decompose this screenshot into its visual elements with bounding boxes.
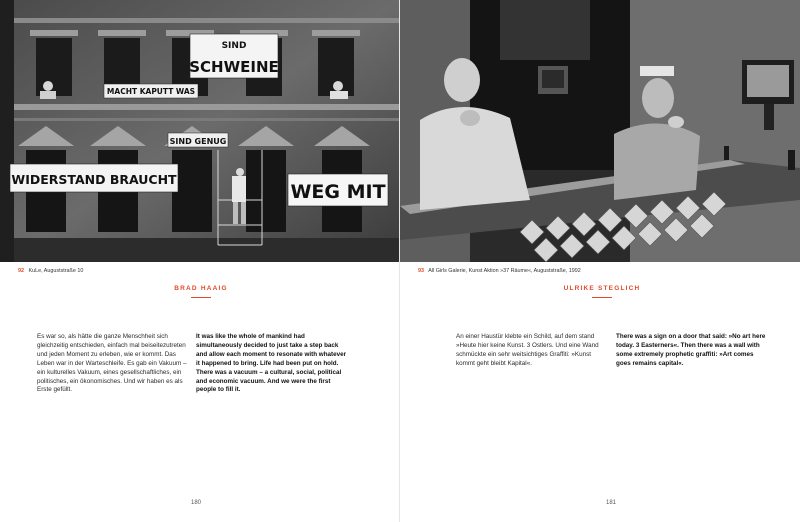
bar-image <box>400 0 800 262</box>
page-number: 181 <box>606 500 617 506</box>
english-text-column: It was like the whole of mankind had simultaneously decided to just take a step back and allow each moment to resonate with whatever it happened to bring. Life had been put on hold. There was a vacuum – a cultural, social, political and economic vacuum. And we were the first people to fill it. <box>196 333 347 394</box>
banner-weg-mit <box>288 174 388 206</box>
caption-number: 93 <box>418 268 424 274</box>
caption-text: All Girls Galerie, Kunst Aktion »37 Räume«, Auguststraße, 1992 <box>428 268 581 274</box>
photo-caption <box>418 268 581 274</box>
author-name <box>563 285 641 298</box>
author-rule <box>191 297 211 298</box>
author-name <box>166 285 236 298</box>
building-banners-photo <box>0 0 400 262</box>
svg-text:SIND GENUG: SIND GENUG <box>169 137 227 146</box>
facade-image <box>0 0 400 262</box>
banner-sind-schweine <box>189 34 279 78</box>
photo-caption <box>18 268 83 274</box>
caption-number: 92 <box>18 268 24 274</box>
banner-macht-kaputt <box>104 84 198 98</box>
svg-text:SCHWEINE: SCHWEINE <box>189 58 279 76</box>
author-label: ULRIKE STEGLICH <box>563 285 641 292</box>
caption-text: KuLe, Auguststraße 10 <box>28 268 84 274</box>
banner-sind-genug <box>168 133 228 147</box>
page-number: 180 <box>191 500 202 506</box>
german-text-column: An einer Haustür klebte ein Schild, auf dem stand »Heute hier keine Kunst. 3 Ostlers. Und eine Wand schmückte ein sehr weitsichtiges Graffiti: »Kunst kommt geht bleibt Kapital«. <box>456 333 599 367</box>
svg-text:SIND: SIND <box>221 41 247 51</box>
svg-text:WEG MIT: WEG MIT <box>290 181 386 203</box>
svg-text:MACHT KAPUTT WAS: MACHT KAPUTT WAS <box>106 87 196 96</box>
german-text-column: Es war so, als hätte die ganze Menschheit sich gleichzeitig entschieden, einfach mal beiseitezutreten und jeden Moment zu erleben, wie er kommt. Das Leben war in der Warteschleife. Es gab ein Vakuum – ein kulturelles Vakuum, eines gesellschaftliches, ein politisches, ein ökonomisches. Und wir haben es als Erste gefüllt. <box>37 333 187 394</box>
gallery-bar-photo <box>400 0 800 262</box>
author-rule <box>592 297 612 298</box>
right-page <box>400 0 800 522</box>
svg-text:WIDERSTAND BRAUCHT: WIDERSTAND BRAUCHT <box>11 172 177 187</box>
author-label: BRAD HAAIG <box>174 285 228 292</box>
english-text-column: There was a sign on a door that said: »No art here today. 3 Easterners«. Then there was a wall with some extremely prophetic graffiti: »Art comes goes remains capital«. <box>616 333 766 367</box>
banner-widerstand <box>10 164 178 192</box>
